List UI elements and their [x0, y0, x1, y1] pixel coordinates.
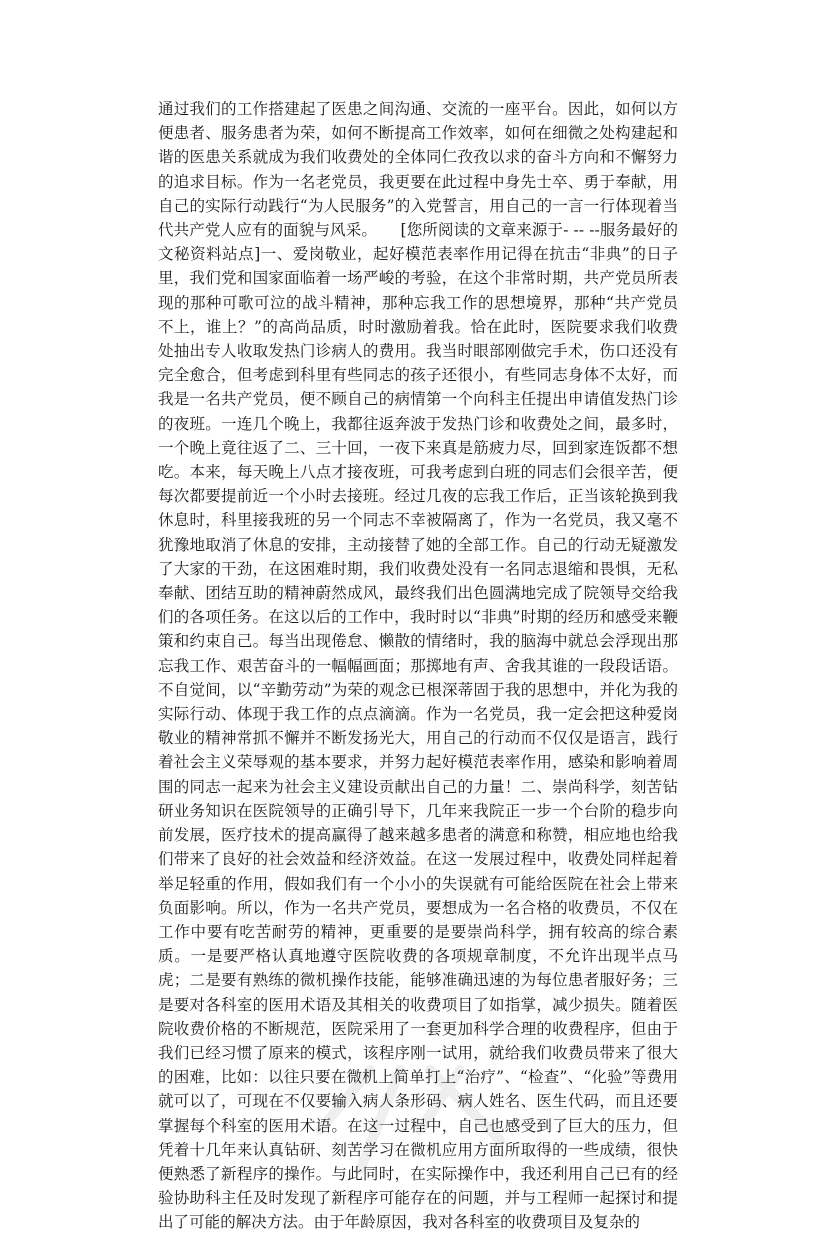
watermark-logo-icon [300, 1030, 540, 1180]
body-paragraph: 通过我们的工作搭建起了医患之间沟通、交流的一座平台。因此，如何以方便患者、服务患者为荣，如何不断提高工作效率，如何在细微之处构建起和谐的医患关系就成为我们收费处的全体同仁孜孜以求的奋斗方向和不懈努力的追求目标。作为一名老党员，我更要在此过程中身先士卒、勇于奉献，用自己的实际行动践行“为人民服务”的入党誓言，用自己的一言一行体现着当代共产党人应有的面貌与风采。 [您所阅读的文章来源于- -- --服务最好的文秘资料站点]一、爱岗敬业，起好模范表率作用记得在抗击“非典”的日子里，我们党和国家面临着一场严峻的考验，在这个非常时期，共产党员所表现的那种可歌可泣的战斗精神，那种忘我工作的思想境界，那种“共产党员不上，谁上？”的高尚品质，时时激励着我。恰在此时，医院要求我们收费处抽出专人收取发热门诊病人的费用。我当时眼部刚做完手术，伤口还没有完全愈合，但考虑到科里有些同志的孩子还很小，有些同志身体不太好，而我是一名共产党员，便不顾自己的病情第一个向科主任提出申请值发热门诊的夜班。一连几个晚上，我都往返奔波于发热门诊和收费处之间，最多时，一个晚上竟往返了二、三十回，一夜下来真是筋疲力尽，回到家连饭都不想吃。本来，每天晚上八点才接夜班，可我考虑到白班的同志们会很辛苦，便每次都要提前近一个小时去接班。经过几夜的忘我工作后，正当该轮换到我休息时，科里接我班的另一个同志不幸被隔离了，作为一名党员，我又毫不犹豫地取消了休息的安排，主动接替了她的全部工作。自己的行动无疑激发了大家的干劲，在这困难时期，我们收费处没有一名同志退缩和畏惧，无私奉献、团结互助的精神蔚然成风，最终我们出色圆满地完成了院领导交给我们的各项任务。在这以后的工作中，我时时以“非典”时期的经历和感受来鞭策和约束自己。每当出现倦怠、懒散的情绪时，我的脑海中就总会浮现出那忘我工作、艰苦奋斗的一幅幅画面；那掷地有声、舍我其谁的一段段话语。不自觉间，以“辛勤劳动”为荣的观念已根深蒂固于我的思想中，并化为我的实际行动、体现于我工作的点点滴滴。作为一名党员，我一定会把这种爱岗敬业的精神常抓不懈并不断发扬光大，用自己的行动而不仅仅是语言，践行着社会主义荣辱观的基本要求，并努力起好模范表率作用，感染和影响着周围的同志一起来为社会主义建设贡献出自己的力量！二、崇尚科学，刻苦钻研业务知识在医院领导的正确引导下，几年来我院正一步一个台阶的稳步向前发展，医疗技术的提高赢得了越来越多患者的满意和称赞，相应地也给我们带来了良好的社会效益和经济效益。在这一发展过程中，收费处同样起着举足轻重的作用，假如我们有一个小小的失误就有可能给医院在社会上带来负面影响。所以，作为一名共产党员，要想成为一名合格的收费员，不仅在工作中要有吃苦耐劳的精神，更重要的是要崇尚科学，拥有较高的综合素质。一是要严格认真地遵守医院收费的各项规章制度，不允许出现半点马虎；二是要有熟练的微机操作技能，能够准确迅速的为每位患者服好务；三是要对各科室的医用术语及其相关的收费项目了如指掌，减少损失。随着医院收费价格的不断规范，医院采用了一套更加科学合理的收费程序，但由于我们已经习惯了原来的模式，该程序刚一试用，就给我们收费员带来了很大的困难，比如：以往只要在微机上简单打上“治疗”、“检查”、“化验”等费用就可以了，可现在不仅要输入病人条形码、病人姓名、医生代码，而且还要掌握每个科室的医用术语。在这一过程中，自己也感受到了巨大的压力，但凭着十几年来认真钻研、刻苦学习在微机应用方面所取得的一些成绩，很快便熟悉了新程序的操作。与此同时，在实际操作中，我还利用自己已有的经验协助科主任及时发现了新程序可能存在的问题，并与工程师一起探讨和提出了可能的解决方法。由于年龄原因，我对各科室的收费项目及复杂的 [158, 100, 678, 1232]
